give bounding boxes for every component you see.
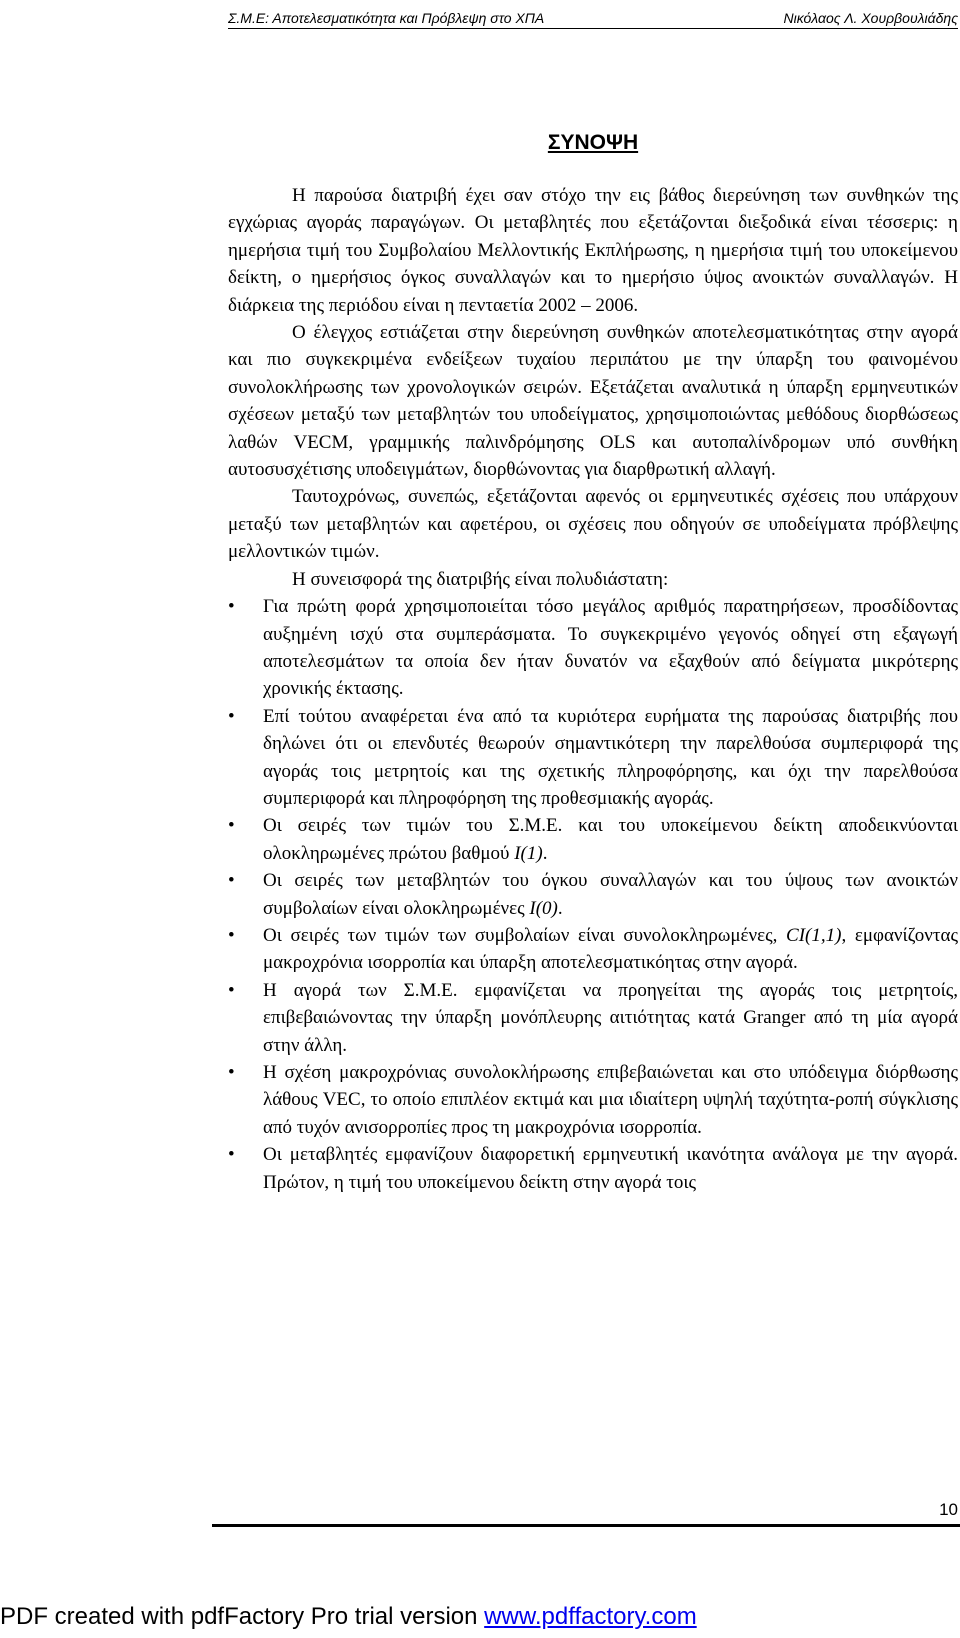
bullet-icon: • [228,979,235,1001]
paragraph-method: Ο έλεγχος εστιάζεται στην διερεύνηση συνθηκών αποτελεσματικότητας στην αγορά και πιο συγκεκριμένα ενδείξεων τυχαίου περιπάτου με την ύπαρξη του φαινομένου συνολοκλήρωσης των χρονολογικών σειρών. Εξετάζεται αναλυτικά η ύπαρξη ερμηνευτικών σχέσεων μεταξύ των μεταβλητών του υποδείγματος, χρησιμοποιώντας μεθόδους διορθώσεως λαθών VECM, γραμμικής παλινδρόμησης OLS και αυτοπαλίνδρομων υπό συνθήκη αυτοσυσχέτισης υποδειγμάτων, διορθώνοντας για διαρθρωτική αλλαγή. [228,322,958,481]
list-item [228,867,958,922]
list-item [228,593,958,703]
list-item [228,922,958,977]
list-item-italic: I(1) [514,842,543,864]
list-item-text: Επί τούτου αναφέρεται ένα από τα κυριότερα ευρήματα της παρούσας διατριβής που δηλώνει ότι οι επενδυτές θεωρούν σημαντικότερη την παρελθούσα συμπεριφορά της αγοράς τοις μετρητοίς και της σχετικής πληροφόρησης, και όχι την παρελθούσα συμπεριφορά και πληροφόρηση της προθεσμιακής αγοράς. [263,705,958,809]
list-item [228,1059,958,1141]
list-item [228,977,958,1059]
paragraph-scope: Ταυτοχρόνως, συνεπώς, εξετάζονται αφενός οι ερμηνευτικές σχέσεις που υπάρχουν μεταξύ των μεταβλητών και αφετέρου, οι σχέσεις που οδηγούν σε υποδείγματα πρόβλεψης μελλοντικών τιμών. [228,486,958,563]
page-number: 10 [939,1500,958,1519]
list-item-italic: I(0) [529,897,558,919]
bullet-icon: • [228,815,235,837]
list-item-italic: CI(1,1) [786,924,842,946]
list-item-text: Οι σειρές των μεταβλητών του όγκου συναλλαγών και του ύψους των ανοικτών συμβολαίων είναι ολοκληρωμένες [263,870,958,919]
pdf-watermark-banner [0,1602,960,1632]
running-header [228,8,958,28]
header-divider [228,28,958,29]
bullet-icon: • [228,596,235,618]
header-author: Νικόλαος Λ. Χουρβουλιάδης [783,10,958,26]
list-item-tail: , εμφανίζοντας μακροχρόνια ισορροπία και ύπαρξη αποτελεσματικόητας στην αγορά. [263,924,958,974]
list-item [228,703,958,813]
contribution-list [228,593,958,1196]
paragraph-contribution: Η συνεισφορά της διατριβής είναι πολυδιάστατη: [292,568,669,590]
list-item-text: Η αγορά των Σ.Μ.Ε. εμφανίζεται να προηγείται της αγοράς τοις μετρητοίς, επιβεβαιώνοντας την ύπαρξη μονόπλευρης αιτιότητας κατά Granger από τη μία αγορά στην άλλη. [263,979,958,1056]
document-body [228,182,958,1196]
paragraph-intro: Η παρούσα διατριβή έχει σαν στόχο την εις βάθος διερεύνηση των συνθηκών της εγχώριας αγοράς παραγώγων. Οι μεταβλητές που εξετάζονται διεξοδικά είναι τέσσερις: η ημερήσια τιμή του Συμβολαίου Μελλοντικής Εκπλήρωσης, η ημερήσια τιμή του υποκείμενου δείκτη, ο ημερήσιος όγκος συναλλαγών και το ημερήσιο ύψος ανοικτών συναλλαγών. Η διάρκεια της περιόδου είναι η πενταετία 2002 – 2006. [228,185,958,316]
header-title: Σ.Μ.Ε: Αποτελεσματικότητα και Πρόβλεψη στο ΧΠΑ [228,10,545,26]
list-item-tail: . [542,842,548,864]
bullet-icon: • [228,1144,235,1166]
section-heading: ΣΥΝΟΨΗ [547,131,639,154]
pdf-banner-text: PDF created with pdfFactory Pro trial version [0,1603,485,1630]
list-item-text: Οι μεταβλητές εμφανίζουν διαφορετική ερμηνευτική ικανότητα ανάλογα με την αγορά. Πρώτον, η τιμή του υποκείμενου δείκτη στην αγορά τοις [263,1144,958,1193]
list-item-text: Για πρώτη φορά χρησιμοποιείται τόσο μεγάλος αριθμός παρατηρήσεων, προσδίδοντας αυξημένη ισχύ στα συμπεράσματα. Το συγκεκριμένο γεγονός οδηγεί στη εξαγωγή αποτελεσμάτων τα οποία δεν ήταν δυνατόν να εξαχθούν από δείγματα μικρότερης χρονικής έκτασης. [263,596,958,700]
list-item-text: Οι σειρές των τιμών του Σ.Μ.Ε. και του υποκείμενου δείκτη αποδεικνύονται ολοκληρωμένες πρώτου βαθμού [263,815,958,864]
bullet-icon: • [228,1062,235,1083]
list-item-tail: . [557,897,563,919]
list-item [228,1141,958,1196]
bullet-icon: • [228,924,235,946]
footer-divider [212,1524,960,1527]
pdffactory-link[interactable]: www.pdffactory.com [484,1603,697,1630]
bullet-icon: • [228,870,235,892]
list-item [228,812,958,867]
list-item-text: Οι σειρές των τιμών των συμβολαίων είναι συνολοκληρωμένες, [263,924,787,946]
list-item-text: Η σχέση μακροχρόνιας συνολοκλήρωσης επιβεβαιώνεται και στο υπόδειγμα διόρθωσης λάθους VEC, το οποίο επιπλέον εκτιμά και μια ιδιαίτερη υψηλή ταχύτητα-ροπή σύγκλισης από τυχόν ανισορροπίες προς τη μακροχρόνια ισορροπία. [263,1062,958,1138]
bullet-icon: • [228,705,235,727]
